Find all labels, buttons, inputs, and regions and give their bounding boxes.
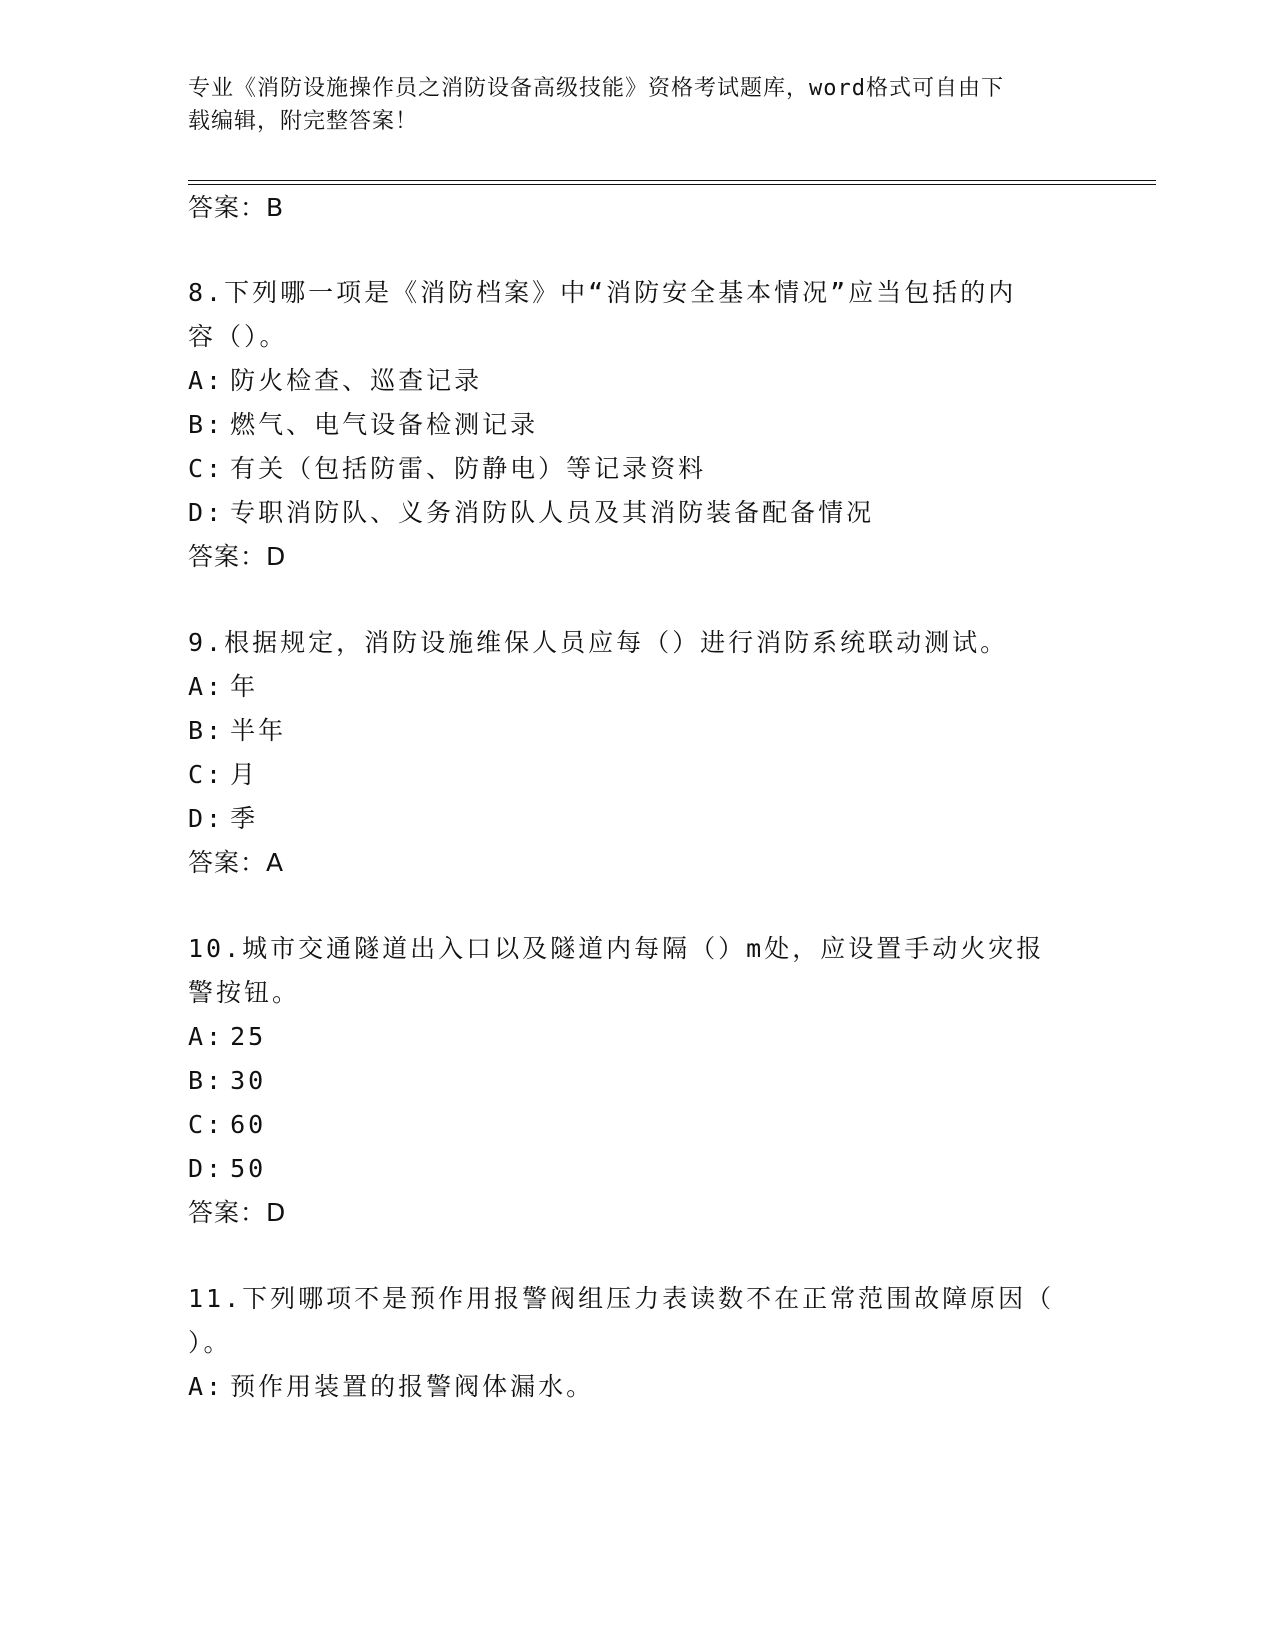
option-letter: A:: [188, 672, 225, 701]
option-text: 半年: [230, 716, 287, 745]
option-letter: A:: [188, 366, 225, 395]
question-8-option-d: [188, 498, 874, 528]
option-letter: C:: [188, 1110, 225, 1139]
question-9-answer: 答案：A: [188, 848, 285, 877]
option-text: 预作用装置的报警阀体漏水。: [230, 1372, 595, 1401]
option-letter: C:: [188, 454, 225, 483]
question-11-stem-line-1: 11.下列哪项不是预作用报警阀组压力表读数不在正常范围故障原因（: [188, 1284, 1055, 1313]
option-text: 30: [230, 1066, 267, 1095]
option-letter: B:: [188, 410, 225, 439]
header-line-2: 载编辑，附完整答案！: [188, 109, 419, 134]
question-9-option-a: [188, 672, 258, 702]
option-text: 燃气、电气设备检测记录: [230, 410, 539, 439]
option-text: 防火检查、巡查记录: [230, 366, 483, 395]
question-9-stem-line-1: 9.根据规定，消防设施维保人员应每（）进行消防系统联动测试。: [188, 628, 1009, 657]
question-11-stem-line-2: ）。: [188, 1328, 232, 1357]
option-letter: A:: [188, 1372, 225, 1401]
option-text: 25: [230, 1022, 267, 1051]
question-11-option-a: [188, 1372, 594, 1402]
option-text: 年: [230, 672, 259, 701]
question-10-stem-line-2: 警按钮。: [188, 978, 301, 1007]
question-10-option-c: [188, 1110, 266, 1140]
question-8-option-b: [188, 410, 538, 440]
option-letter: D:: [188, 804, 225, 833]
option-letter: A:: [188, 1022, 225, 1051]
question-8-answer: 答案：D: [188, 542, 287, 571]
question-8-stem-line-2: 容（）。: [188, 322, 288, 351]
question-10-stem-line-1: 10.城市交通隧道出入口以及隧道内每隔（）m处，应设置手动火灾报: [188, 934, 1045, 963]
option-text: 有关（包括防雷、防静电）等记录资料: [230, 454, 707, 483]
option-letter: D:: [188, 498, 225, 527]
option-text: 专职消防队、义务消防队人员及其消防装备配备情况: [230, 498, 875, 527]
header-divider-top: [188, 180, 1156, 181]
question-8-option-c: [188, 454, 706, 484]
header-line-1: 专业《消防设施操作员之消防设备高级技能》资格考试题库，word格式可自由下: [188, 76, 1004, 101]
option-letter: C:: [188, 760, 225, 789]
question-9-option-d: [188, 804, 258, 834]
option-letter: D:: [188, 1154, 225, 1183]
question-8-stem-line-1: 8.下列哪一项是《消防档案》中“消防安全基本情况”应当包括的内: [188, 278, 1017, 307]
header-divider-bottom: [188, 184, 1156, 185]
option-text: 季: [230, 804, 259, 833]
option-letter: B:: [188, 716, 225, 745]
option-text: 月: [230, 760, 259, 789]
question-10-option-a: [188, 1022, 266, 1052]
option-letter: B:: [188, 1066, 225, 1095]
question-10-option-d: [188, 1154, 266, 1184]
previous-answer: 答案：B: [188, 193, 285, 222]
document-header: [188, 72, 1068, 138]
question-9-option-c: [188, 760, 258, 790]
question-9-option-b: [188, 716, 286, 746]
question-10-answer: 答案：D: [188, 1198, 287, 1227]
option-text: 50: [230, 1154, 267, 1183]
question-8-option-a: [188, 366, 482, 396]
option-text: 60: [230, 1110, 267, 1139]
question-10-option-b: [188, 1066, 266, 1096]
